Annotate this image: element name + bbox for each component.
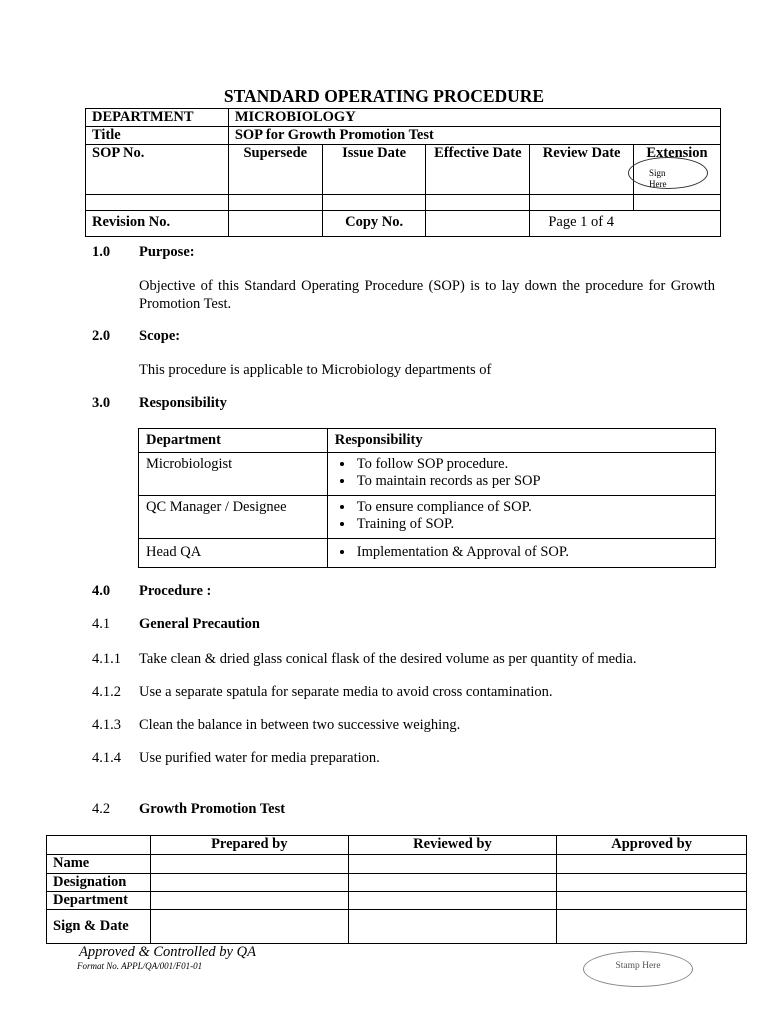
list-item: • To ensure compliance of SOP.: [355, 499, 708, 516]
table-row: [47, 855, 747, 874]
approved-controlled-note: Approved & Controlled by QA: [79, 944, 256, 960]
table-row: [139, 496, 716, 539]
department-value: MICROBIOLOGY: [228, 109, 720, 127]
copy-no-label: Copy No.: [322, 211, 426, 237]
list-item: • Implementation & Approval of SOP.: [355, 544, 708, 561]
procedure-heading: Procedure :: [139, 583, 212, 599]
reviewed-by-header: Reviewed by: [348, 836, 557, 855]
title-label: Title: [86, 127, 229, 145]
responsibility-department: QC Manager / Designee: [139, 496, 328, 539]
reviewed-sign-cell[interactable]: [348, 910, 557, 944]
supersede-label: Supersede: [228, 145, 322, 195]
responsibility-list: [335, 544, 708, 561]
table-row: [47, 874, 747, 892]
responsibility-list: [335, 456, 708, 490]
title-value: SOP for Growth Promotion Test: [228, 127, 720, 145]
effective-date-label: Effective Date: [426, 145, 530, 195]
approved-designation-cell[interactable]: [557, 874, 747, 892]
scope-text: This procedure is applicable to Microbiology departments of: [139, 362, 492, 378]
table-row: [47, 892, 747, 910]
extension-label: Extension: [634, 145, 721, 195]
format-number: Format No. APPL/QA/001/F01-01: [77, 961, 203, 971]
prepared-by-header: Prepared by: [150, 836, 348, 855]
general-precaution-heading: General Precaution: [139, 616, 260, 632]
document-title: STANDARD OPERATING PROCEDURE: [223, 86, 545, 106]
sign-here-text: Sign Here: [649, 168, 667, 189]
signoff-table: [46, 835, 747, 944]
supersede-value: [228, 195, 322, 211]
review-date-value: [530, 195, 634, 211]
effective-date-value: [426, 195, 530, 211]
responsibility-table: [138, 428, 716, 568]
step-number: 4.1.4: [92, 750, 121, 766]
name-row-label: Name: [47, 855, 151, 874]
sop-no-value: [86, 195, 229, 211]
step-text: Take clean & dried glass conical flask of the desired volume as per quantity of media.: [139, 651, 637, 667]
sop-header-table: [85, 108, 721, 237]
step-text: Use purified water for media preparation.: [139, 750, 380, 766]
purpose-text: Objective of this Standard Operating Procedure (SOP) is to lay down the procedure for Growth Promotion Test.: [139, 278, 715, 312]
reviewed-designation-cell[interactable]: [348, 874, 557, 892]
department-row-label: Department: [47, 892, 151, 910]
review-date-label: Review Date: [530, 145, 634, 195]
prepared-sign-cell[interactable]: [150, 910, 348, 944]
scope-heading: Scope:: [139, 328, 181, 344]
prepared-name-cell[interactable]: [150, 855, 348, 874]
approved-by-header: Approved by: [557, 836, 747, 855]
procedure-number: 4.0: [92, 583, 111, 599]
responsibility-heading: Responsibility: [139, 395, 227, 411]
step-number: 4.1.3: [92, 717, 121, 733]
approved-sign-cell[interactable]: [557, 910, 747, 944]
department-label: DEPARTMENT: [86, 109, 229, 127]
general-precaution-number: 4.1: [92, 616, 111, 632]
step-number: 4.1.1: [92, 651, 121, 667]
growth-promotion-heading: Growth Promotion Test: [139, 801, 286, 817]
sop-no-label: SOP No.: [86, 145, 229, 195]
revision-label: Revision No.: [86, 211, 229, 237]
sign-here-oval[interactable]: [628, 157, 708, 189]
list-item: • To follow SOP procedure.: [355, 456, 708, 473]
table-row: [139, 453, 716, 496]
reviewed-name-cell[interactable]: [348, 855, 557, 874]
table-row: [47, 910, 747, 944]
responsibility-department: Microbiologist: [139, 453, 328, 496]
revision-value: [228, 211, 322, 237]
prepared-designation-cell[interactable]: [150, 874, 348, 892]
responsibility-number: 3.0: [92, 395, 111, 411]
list-item: • To maintain records as per SOP: [355, 473, 708, 490]
page-indicator: Page 1 of 4: [530, 211, 721, 237]
purpose-number: 1.0: [92, 244, 111, 260]
prepared-department-cell[interactable]: [150, 892, 348, 910]
approved-name-cell[interactable]: [557, 855, 747, 874]
copy-no-value: [426, 211, 530, 237]
reviewed-department-cell[interactable]: [348, 892, 557, 910]
step-text: Use a separate spatula for separate media to avoid cross contamination.: [139, 684, 553, 700]
extension-value: [634, 195, 721, 211]
table-row: [139, 539, 716, 568]
responsibility-list: [335, 499, 708, 533]
step-number: 4.1.2: [92, 684, 121, 700]
step-text: Clean the balance in between two successive weighing.: [139, 717, 461, 733]
purpose-heading: Purpose:: [139, 244, 195, 260]
issue-date-label: Issue Date: [322, 145, 426, 195]
stamp-here-text: Stamp Here: [615, 961, 661, 971]
sign-date-row-label: Sign & Date: [47, 910, 151, 944]
approved-department-cell[interactable]: [557, 892, 747, 910]
stamp-here-oval[interactable]: [583, 951, 693, 987]
col-responsibility-header: Responsibility: [327, 429, 715, 453]
growth-promotion-number: 4.2: [92, 801, 111, 817]
col-department-header: Department: [139, 429, 328, 453]
list-item: • Training of SOP.: [355, 516, 708, 533]
scope-number: 2.0: [92, 328, 111, 344]
designation-row-label: Designation: [47, 874, 151, 892]
responsibility-department: Head QA: [139, 539, 328, 568]
issue-date-value: [322, 195, 426, 211]
